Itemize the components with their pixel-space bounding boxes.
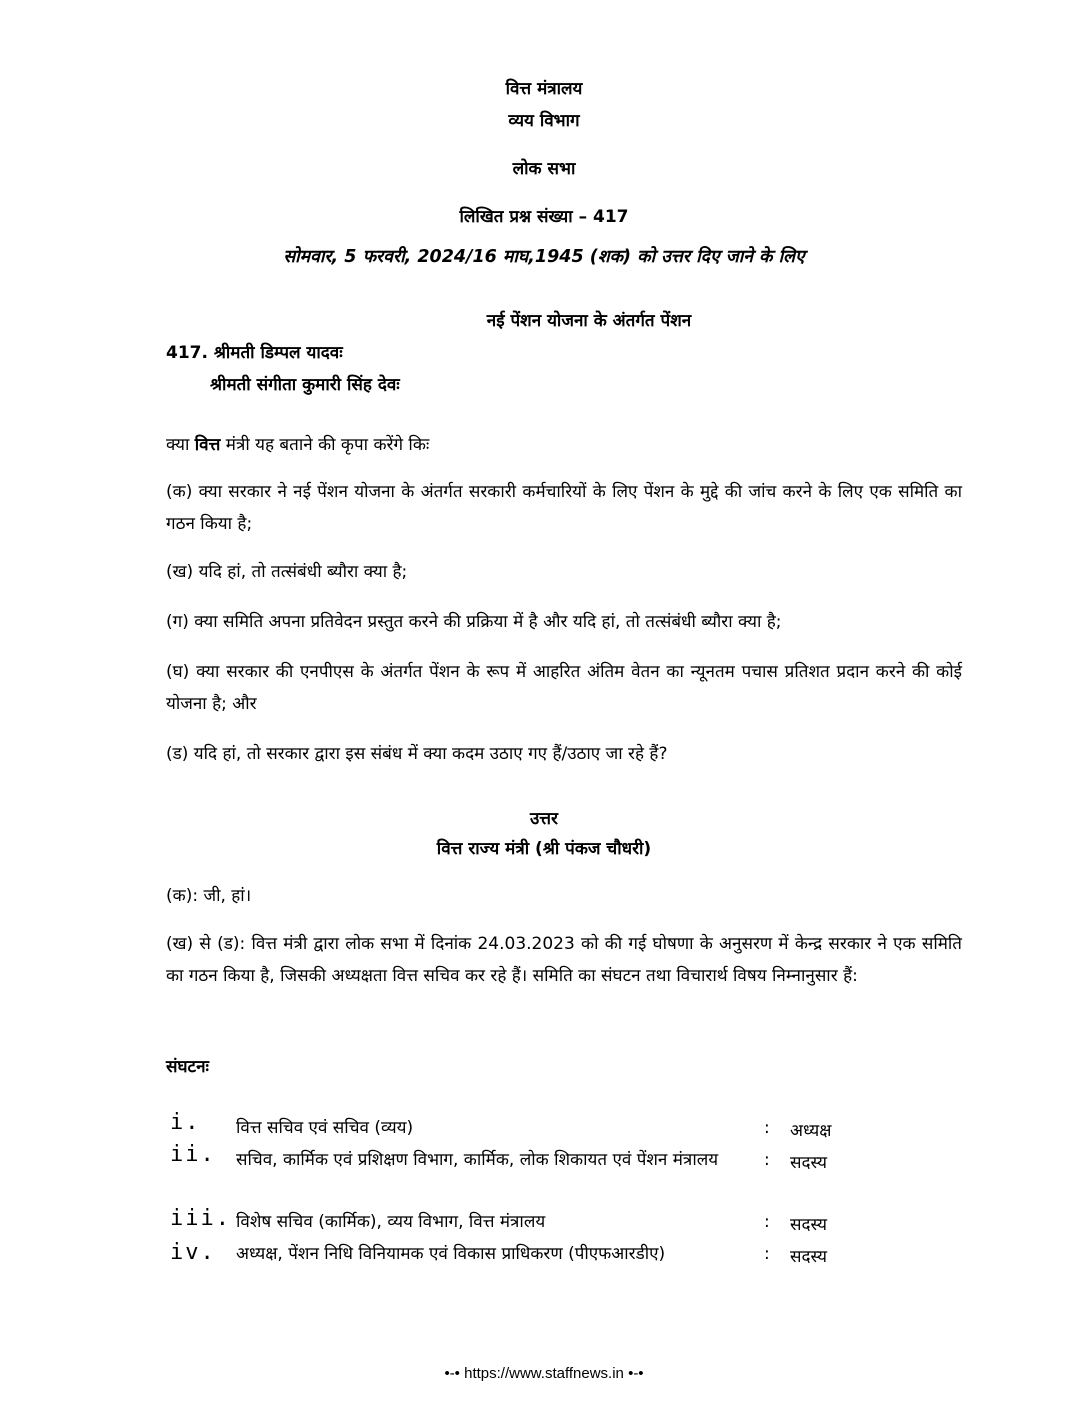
list-item-number: ii. [170,1142,216,1167]
answer-date-line: सोमवार, 5 फरवरी, 2024/16 माघ,1945 (शक) को उत्तर दिए जाने के लिए [283,247,805,267]
list-item-role: सदस्य [790,1215,827,1235]
list-item-colon: : [764,1244,770,1264]
asker-1: 417. श्रीमती डिम्पल यादवः [166,343,343,363]
list-item-colon: : [764,1150,770,1170]
list-item-colon: : [764,1212,770,1232]
composition-heading: संघटनः [166,1057,209,1077]
list-item-number: iv. [170,1240,216,1265]
list-item-description: सचिव, कार्मिक एवं प्रशिक्षण विभाग, कार्मिक, लोक शिकायत एवं पेंशन मंत्रालय [236,1150,719,1170]
list-item-role: अध्यक्ष [790,1121,832,1141]
list-item-description: वित्त सचिव एवं सचिव (व्यय) [236,1118,414,1138]
list-item-description: अध्यक्ष, पेंशन निधि विनियामक एवं विकास प्राधिकरण (पीएफआरडीए) [236,1244,666,1264]
list-item-number: iii. [170,1206,231,1231]
question-number: लिखित प्रश्न संख्या – 417 [459,207,629,227]
question-part-kha: (ख) यदि हां, तो तत्संबंधी ब्यौरा क्या है; [166,562,408,582]
ministry-heading: वित्त मंत्रालय [505,79,583,99]
answer-part-ka: (क): जी, हां। [166,886,252,906]
list-item-number: i. [170,1110,201,1135]
question-intro [166,432,429,455]
answer-minister: वित्त राज्य मंत्री (श्री पंकज चौधरी) [436,839,652,859]
list-item-colon: : [764,1118,770,1138]
footer-watermark-link[interactable]: •-• https://www.staffnews.in •-• [444,1365,644,1382]
list-item-role: सदस्य [790,1153,827,1173]
question-intro-bold: वित्त [194,435,221,455]
question-part-nga: (ड) यदि हां, तो सरकार द्वारा इस संबंध में क्या कदम उठाए गए हैं/उठाए जा रहे हैं? [166,744,668,764]
department-heading: व्यय विभाग [508,111,580,131]
list-item-description: विशेष सचिव (कार्मिक), व्यय विभाग, वित्त मंत्रालय [236,1212,546,1232]
answer-part-kha-to-nga: (ख) से (ड): वित्त मंत्री द्वारा लोक सभा में दिनांक 24.03.2023 को की गई घोषणा के अनुसरण में केन्द्र सरकार ने एक समिति का गठन किया है, जिसकी अध्यक्षता वित्त सचिव कर रहे हैं। समिति का संघटन तथा विचारार्थ विषय निम्नानुसार हैं: [166,934,962,986]
question-part-ka: (क) क्या सरकार ने नई पेंशन योजना के अंतर्गत सरकारी कर्मचारियों के लिए पेंशन के मुद्दे की जांच करने के लिए एक समिति का गठन किया है; [166,482,962,534]
answer-heading: उत्तर [529,809,559,829]
question-part-ga: (ग) क्या समिति अपना प्रतिवेदन प्रस्तुत करने की प्रक्रिया में है और यदि हां, तो तत्संबंधी ब्यौरा क्या है; [166,612,782,632]
question-part-gha: (घ) क्या सरकार की एनपीएस के अंतर्गत पेंशन के रूप में आहरित अंतिम वेतन का न्यूनतम पचास प्रतिशत प्रदान करने की कोई योजना है; और [166,662,962,714]
question-intro-post: मंत्री यह बताने की कृपा करेंगे किः [225,435,430,455]
question-intro-pre: क्या [166,435,190,455]
asker-2: श्रीमती संगीता कुमारी सिंह देवः [210,375,400,395]
question-subject: नई पेंशन योजना के अंतर्गत पेंशन [486,311,692,331]
house-heading: लोक सभा [512,159,576,179]
list-item-role: सदस्य [790,1247,827,1267]
